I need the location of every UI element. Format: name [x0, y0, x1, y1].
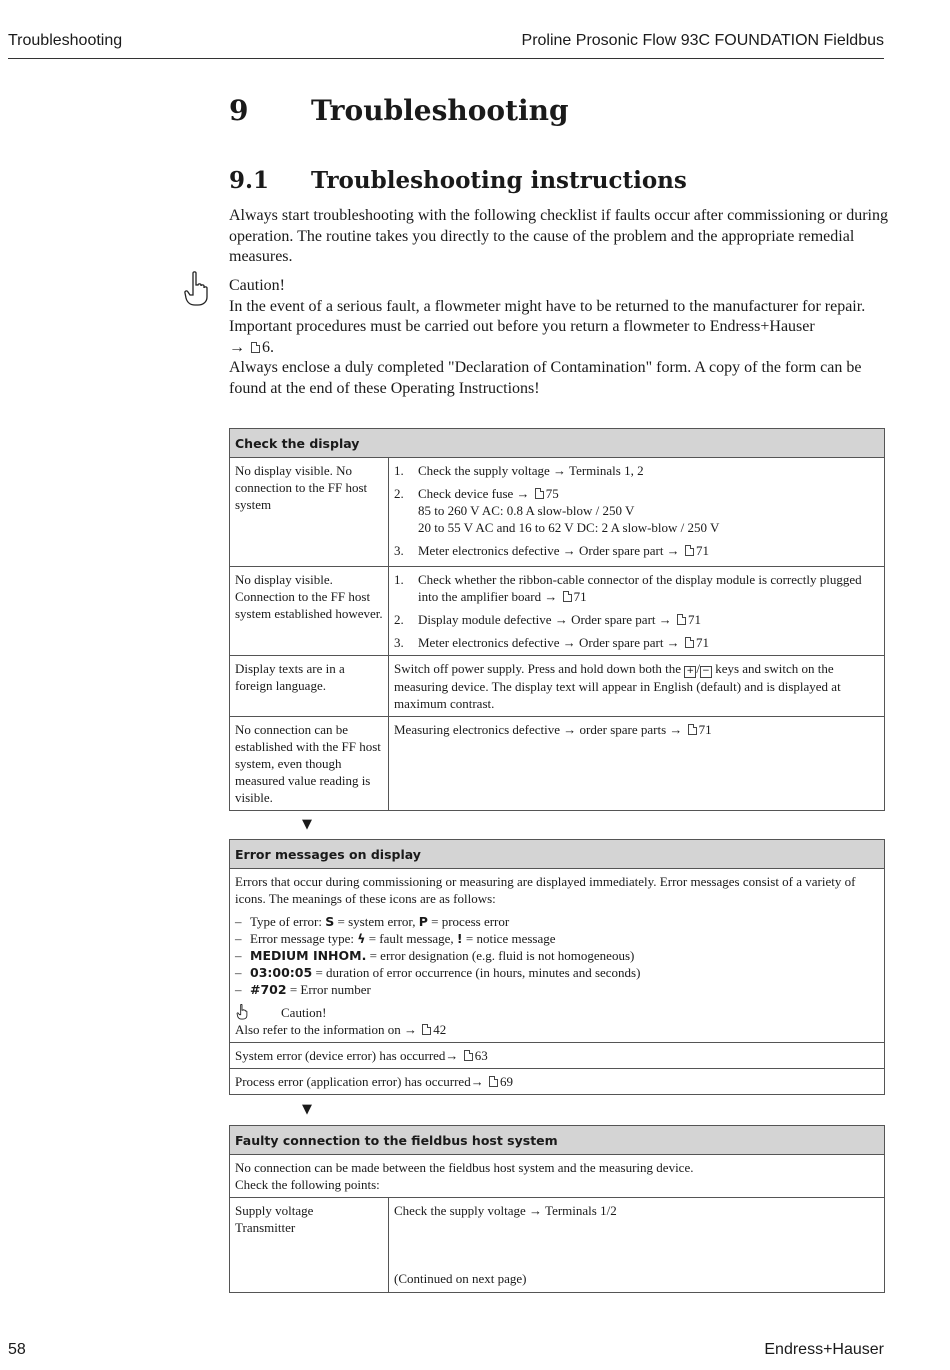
page-ref-icon	[422, 1024, 431, 1035]
table-row: Process error (application error) has occurred→ 69	[230, 1069, 885, 1095]
caution-hand-icon	[184, 271, 208, 307]
page-ref-icon	[677, 614, 686, 625]
header-rule	[8, 58, 884, 59]
page-ref-icon	[685, 545, 694, 556]
list-item: – Type of error: S = system error, P = process error	[235, 913, 879, 930]
check-display-table	[229, 428, 885, 811]
list-item: 1. Check the supply voltage → Terminals 1, 2	[394, 463, 644, 478]
caution-label: Caution!	[229, 277, 285, 294]
page-ref-icon	[251, 342, 260, 353]
caution-hand-icon	[235, 1004, 249, 1020]
table-row	[230, 656, 885, 717]
page-ref-icon	[688, 724, 697, 735]
page-number: 58	[8, 1341, 26, 1358]
chapter-number: 9	[229, 94, 249, 127]
section-title	[229, 167, 687, 194]
chapter-title	[229, 94, 569, 127]
caution-line2: Always enclose a duly completed "Declaration of Contamination" form. A copy of the form can be found at the end of these Operating Instructions!	[229, 359, 862, 397]
table-heading: Faulty connection to the fieldbus host system	[230, 1126, 885, 1155]
table-row: No connection can be made between the fieldbus host system and the measuring device. Check the following points:	[230, 1155, 885, 1198]
section-number: 9.1	[229, 167, 270, 194]
section-title-text: Troubleshooting instructions	[311, 167, 687, 194]
footer-brand: Endress+Hauser	[764, 1341, 884, 1358]
list-item: 3. Meter electronics defective → Order spare part → 71	[394, 635, 709, 650]
header-section-title: Troubleshooting	[8, 32, 123, 49]
error-messages-table	[229, 839, 885, 1095]
remedy-cell: Switch off power supply. Press and hold down both the + / − keys and switch on the measuring device. The display text will appear in English (default) and is displayed at maximum contrast.	[389, 656, 885, 717]
symptom-cell: Supply voltage Transmitter	[230, 1198, 389, 1293]
symptom-cell: No connection can be established with the FF host system, even though measured value reading is visible.	[230, 717, 389, 811]
list-item: 1. Check whether the ribbon-cable connector of the display module is correctly plugged into the amplifier board → 71	[394, 572, 862, 604]
page-ref-icon	[464, 1050, 473, 1061]
list-item: – Error message type: ϟ = fault message, ! = notice message	[235, 930, 879, 947]
table-heading: Error messages on display	[230, 840, 885, 869]
plus-key-icon: +	[684, 666, 696, 678]
caution-block	[229, 276, 889, 399]
table-row	[230, 567, 885, 656]
flow-arrow-down-icon: ▼	[302, 817, 312, 832]
remedy-cell: Check the supply voltage → Terminals 1/2 (Continued on next page)	[389, 1198, 885, 1293]
intro-paragraph: Always start troubleshooting with the following checklist if faults occur after commissioning or during operation. The routine takes you directly to the cause of the problem and the appropriate remedial measures.	[229, 207, 888, 265]
list-item: 3. Meter electronics defective → Order spare part → 71	[394, 543, 709, 558]
symptom-cell: No display visible. Connection to the FF host system established however.	[230, 567, 389, 656]
page-ref-icon	[489, 1076, 498, 1087]
list-item: 2. Display module defective → Order spare part → 71	[394, 612, 702, 627]
fieldbus-connection-table	[229, 1125, 885, 1293]
table-row: System error (device error) has occurred→ 63	[230, 1043, 885, 1069]
caution-label: Caution!	[281, 1005, 327, 1020]
list-item: – MEDIUM INHOM. = error designation (e.g. fluid is not homogeneous)	[235, 947, 879, 964]
remedy-cell	[389, 567, 885, 656]
table-row	[230, 869, 885, 1043]
list-item: – 03:00:05 = duration of error occurrence (in hours, minutes and seconds)	[235, 964, 879, 981]
list-item: 2. Check device fuse → 75 85 to 260 V AC: 0.8 A slow-blow / 250 V 20 to 55 V AC and 16 to 62 V DC: 2 A slow-blow / 250 V	[394, 486, 720, 535]
page-ref-icon	[563, 591, 572, 602]
symptom-cell: No display visible. No connection to the FF host system	[230, 458, 389, 567]
flow-arrow-down-icon: ▼	[302, 1102, 312, 1117]
remedy-cell	[389, 458, 885, 567]
chapter-title-text: Troubleshooting	[311, 94, 569, 127]
error-info-cell: Errors that occur during commissioning or measuring are displayed immediately. Error messages consist of a variety of icons. The meanings of these icons are as follows: – Type of error: S = system error, P = process error – Error message type: ϟ = fault message, ! = notice message – MEDIUM INHOM. = error designation (e.g. fluid is not homogeneous) – 03:00:05 = duration of error occurrence (in hours, minutes and seconds) – #702 = Error number Caution! Also refer to the information on → 42	[230, 869, 885, 1043]
symptom-cell: Display texts are in a foreign language.	[230, 656, 389, 717]
table-heading: Check the display	[230, 429, 885, 458]
continued-note: (Continued on next page)	[394, 1271, 527, 1286]
table-row	[230, 1198, 885, 1293]
table-row	[230, 458, 885, 567]
page-ref-icon	[535, 488, 544, 499]
header-product-title: Proline Prosonic Flow 93C FOUNDATION Fieldbus	[521, 32, 884, 49]
caution-line1: In the event of a serious fault, a flowmeter might have to be returned to the manufacturer for repair. Important procedures must be carried out before you return a flowmeter to Endress+Hauser → 6.	[229, 297, 866, 356]
table-row	[230, 717, 885, 811]
remedy-cell: Measuring electronics defective → order spare parts → 71	[389, 717, 885, 811]
page-ref-icon	[685, 637, 694, 648]
list-item: – #702 = Error number	[235, 981, 879, 998]
minus-key-icon: −	[700, 666, 712, 678]
